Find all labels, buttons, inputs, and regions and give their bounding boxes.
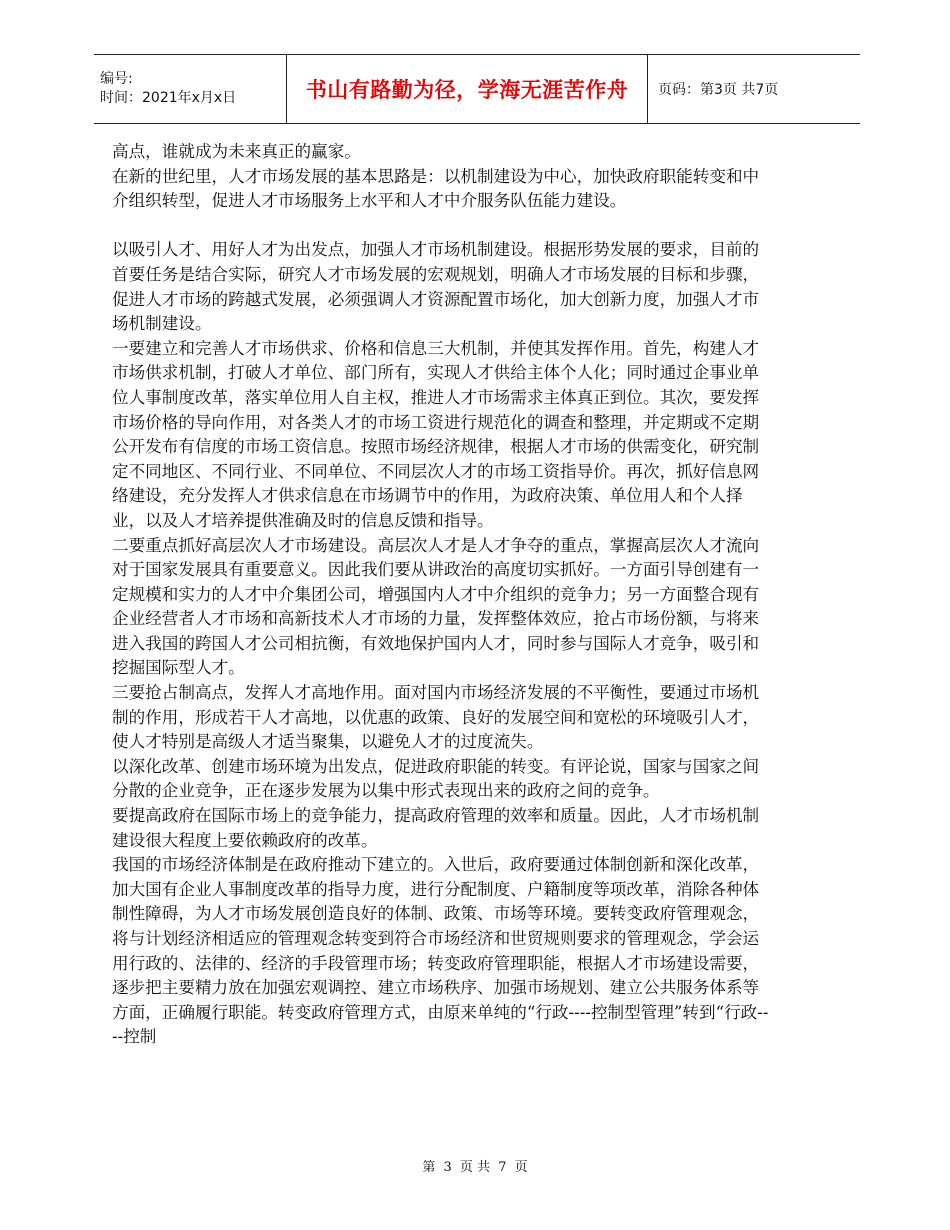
document-body [112,140,772,1050]
header-page-info: 页码：第3页 共7页 [658,82,779,98]
paragraph: 要提高政府在国际市场上的竞争能力，提高政府管理的效率和质量。因此，人才市场机制建设很大程度上要依赖政府的改革。 [112,806,760,850]
paragraph: 一要建立和完善人才市场供求、价格和信息三大机制，并使其发挥作用。首先，构建人才市场供求机制，打破人才单位、部门所有，实现人才供给主体个人化；同时通过企事业单位人事制度改革，落实单位用人自主权，推进人才市场需求主体真正到位。其次，要发挥市场价格的导向作用，对各类人才的市场工资进行规范化的调查和整理，并定期或不定期公开发布有信度的市场工资信息。按照市场经济规律，根据人才市场的供需变化，研究制定不同地区、不同行业、不同单位、不同层次人才的市场工资指导价。再次，抓好信息网络建设，充分发挥人才供求信息在市场调节中的作用，为政府决策、单位用人和个人择业，以及人才培养提供准确及时的信息反馈和指导。 [112,338,760,530]
footer-prefix: 第 [422,1160,436,1175]
document-time: 时间：2021年x月x日 [100,90,237,106]
paragraph: 高点，谁就成为未来真正的赢家。 [112,142,361,161]
page-footer [0,1156,950,1175]
paragraph: 在新的世纪里，人才市场发展的基本思路是：以机制建设为中心，加快政府职能转变和中介组织转型，促进人才市场服务上水平和人才中介服务队伍能力建设。 [112,166,760,211]
document-number-label: 编号: [100,71,133,87]
footer-suffix: 页 [514,1160,528,1175]
page-header [94,54,860,124]
paragraph: 以深化改革、创建市场环境为出发点，促进政府职能的转变。有评论说，国家与国家之间分散的企业竞争，正在逐步发展为以集中形式表现出来的政府之间的竞争。 [112,756,760,801]
header-motto: 书山有路勤为径，学海无涯苦作舟 [286,55,648,123]
header-meta [94,55,286,123]
paragraph: 我国的市场经济体制是在政府推动下建立的。入世后，政府要通过体制创新和深化改革，加大国有企业人事制度改革的指导力度，进行分配制度、户籍制度等项改革，消除各种体制性障碍，为人才市场发展创造良好的体制、政策、市场等环境。要转变政府管理观念，将与计划经济相适应的管理观念转变到符合市场经济和世贸规则要求的管理观念，学会运用行政的、法律的、经济的手段管理市场；转变政府管理职能，根据人才市场建设需要，逐步把主要精力放在加强宏观调控、建立市场秩序、加强市场规划、建立公共服务体系等方面，正确履行职能。转变政府管理方式，由原来单纯的“行政----控制型管理”转到“行政----控制 [112,855,769,1047]
footer-current-page: 3 [443,1160,452,1175]
paragraph: 以吸引人才、用好人才为出发点，加强人才市场机制建设。根据形势发展的要求，目前的首要任务是结合实际，研究人才市场发展的宏观规划，明确人才市场发展的目标和步骤，促进人才市场的跨越式发展，必须强调人才资源配置市场化，加大创新力度，加强人才市场机制建设。 [112,240,760,334]
paragraph: 二要重点抓好高层次人才市场建设。高层次人才是人才争夺的重点，掌握高层次人才流向对于国家发展具有重要意义。因此我们要从讲政治的高度切实抓好。一方面引导创建有一定规模和实力的人才中介集团公司，增强国内人才中介组织的竞争力；另一方面整合现有企业经营者人才市场和高新技术人才市场的力量，发挥整体效应，抢占市场份额，与将来进入我国的跨国人才公司相抗衡，有效地保护国内人才，同时参与国际人才竞争，吸引和挖掘国际型人才。 [112,535,760,678]
footer-middle: 页 共 [459,1160,491,1175]
paragraph: 三要抢占制高点，发挥人才高地作用。面对国内市场经济发展的不平衡性，要通过市场机制的作用，形成若干人才高地，以优惠的政策、良好的发展空间和宽松的环境吸引人才，使人才特别是高级人才适当聚集，以避免人才的过度流失。 [112,683,760,752]
footer-total-pages: 7 [498,1160,507,1175]
